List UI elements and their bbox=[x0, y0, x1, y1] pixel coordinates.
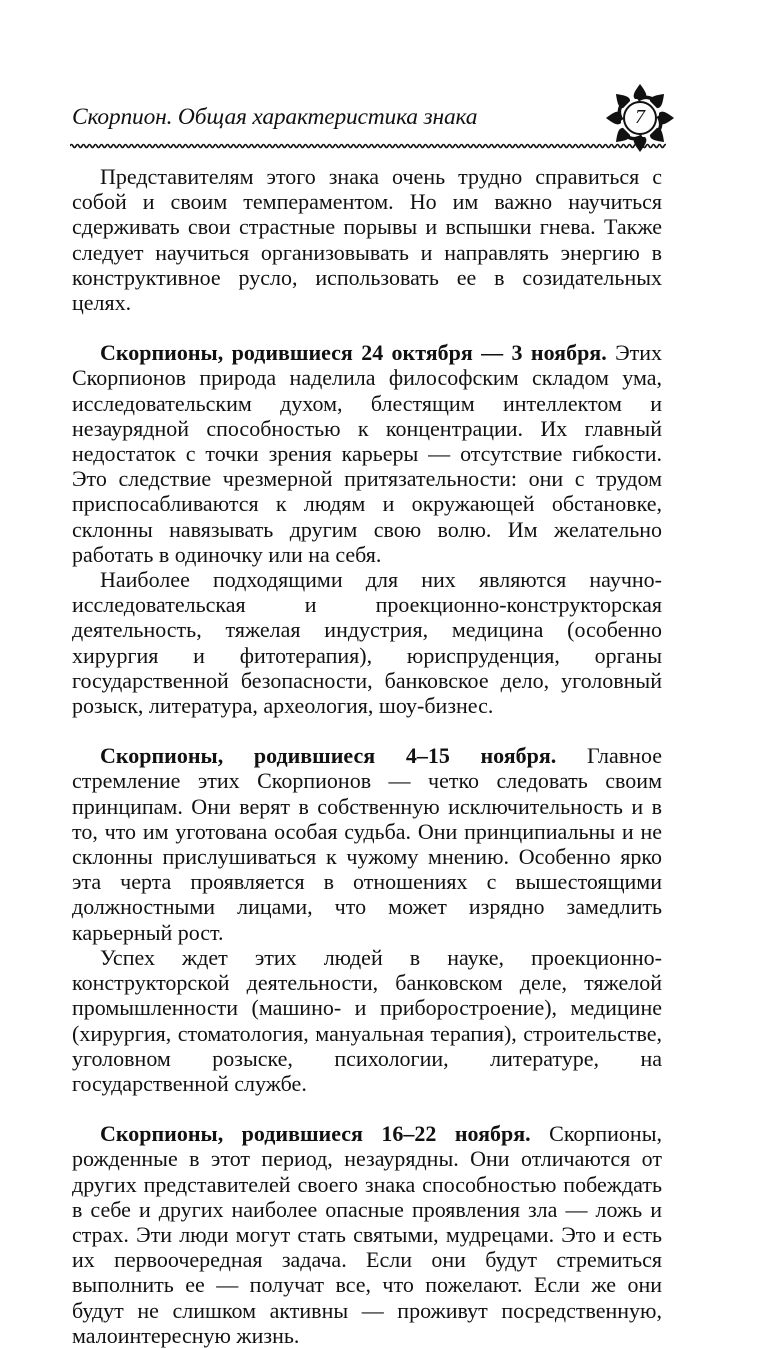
paragraph-text: Скорпионы, рожденные в этот период, незаурядны. Они отличаются от других представителей своего знака способностью побеждать в себе и других наиболее опасные проявления зла — ложь и страх. Эти люди могут стать святыми, мудрецами. Это и есть их первоочередная задача. Если они будут стремиться выполнить ее — получат все, что пожелают. Если же они будут не слишком активны — проживут посредственную, малоинтересную жизнь. bbox=[72, 1121, 662, 1348]
running-head: Скорпион. Общая характеристика знака bbox=[72, 104, 478, 130]
section-lead: Скорпионы, родившиеся 16–22 ноября. bbox=[100, 1121, 531, 1147]
body-text bbox=[72, 164, 662, 1348]
page-number: 7 bbox=[635, 106, 645, 128]
section-paragraph bbox=[72, 743, 662, 945]
section-lead: Скорпионы, родившиеся 24 октября — 3 ноября. bbox=[100, 340, 607, 366]
section-paragraph bbox=[72, 1121, 662, 1348]
paragraph bbox=[72, 164, 662, 315]
paragraph-text: Этих Скорпионов природа наделила философским складом ума, исследовательским духом, блестящим интеллектом и незаурядной способностью к концентрации. Их главный недостаток с точки зрения карьеры — отсутствие гибкости. Это следствие чрезмерной притязательности: они с трудом приспосабливаются к людям и окружающей обстановке, склонны навязывать другим свою волю. Им желательно работать в одиночку или на себя. bbox=[72, 340, 662, 567]
paragraph bbox=[72, 567, 662, 718]
paragraph-text: Главное стремление этих Скорпионов — четко следовать своим принципам. Они верят в собственную исключительность и в то, что им уготована особая судьба. Они принципиальны и не склонны прислушиваться к чужому мнению. Особенно ярко эта черта проявляется в отношениях с вышестоящими должностными лицами, что может изрядно замедлить карьерный рост. bbox=[72, 743, 662, 945]
page-header bbox=[70, 86, 700, 156]
paragraph-text: Успех ждет этих людей в науке, проекционно-конструкторской деятельности, банковском деле, тяжелой промышленности (машино- и приборостроение), медицине (хирургия, стоматология, мануальная терапия), строительстве, уголовном розыске, психологии, литературе, на государственной службе. bbox=[72, 944, 662, 1096]
paragraph bbox=[72, 945, 662, 1096]
section-lead: Скорпионы, родившиеся 4–15 ноября. bbox=[100, 743, 557, 769]
wavy-rule bbox=[70, 142, 666, 150]
section-paragraph bbox=[72, 340, 662, 567]
paragraph-text: Представителям этого знака очень трудно справиться с собой и своим темпераментом. Но им важно научиться сдерживать свои страстные порывы и вспышки гнева. Также следует научиться организовывать и направлять энергию в конструктивное русло, использовать ее в созидательных целях. bbox=[72, 164, 662, 316]
paragraph-text: Наиболее подходящими для них являются научно-исследовательская и проекционно-конструкторская деятельность, тяжелая индустрия, медицина (особенно хирургия и фитотерапия), юриспруденция, органы государственной безопасности, банковское дело, уголовный розыск, литература, археология, шоу-бизнес. bbox=[72, 567, 662, 719]
